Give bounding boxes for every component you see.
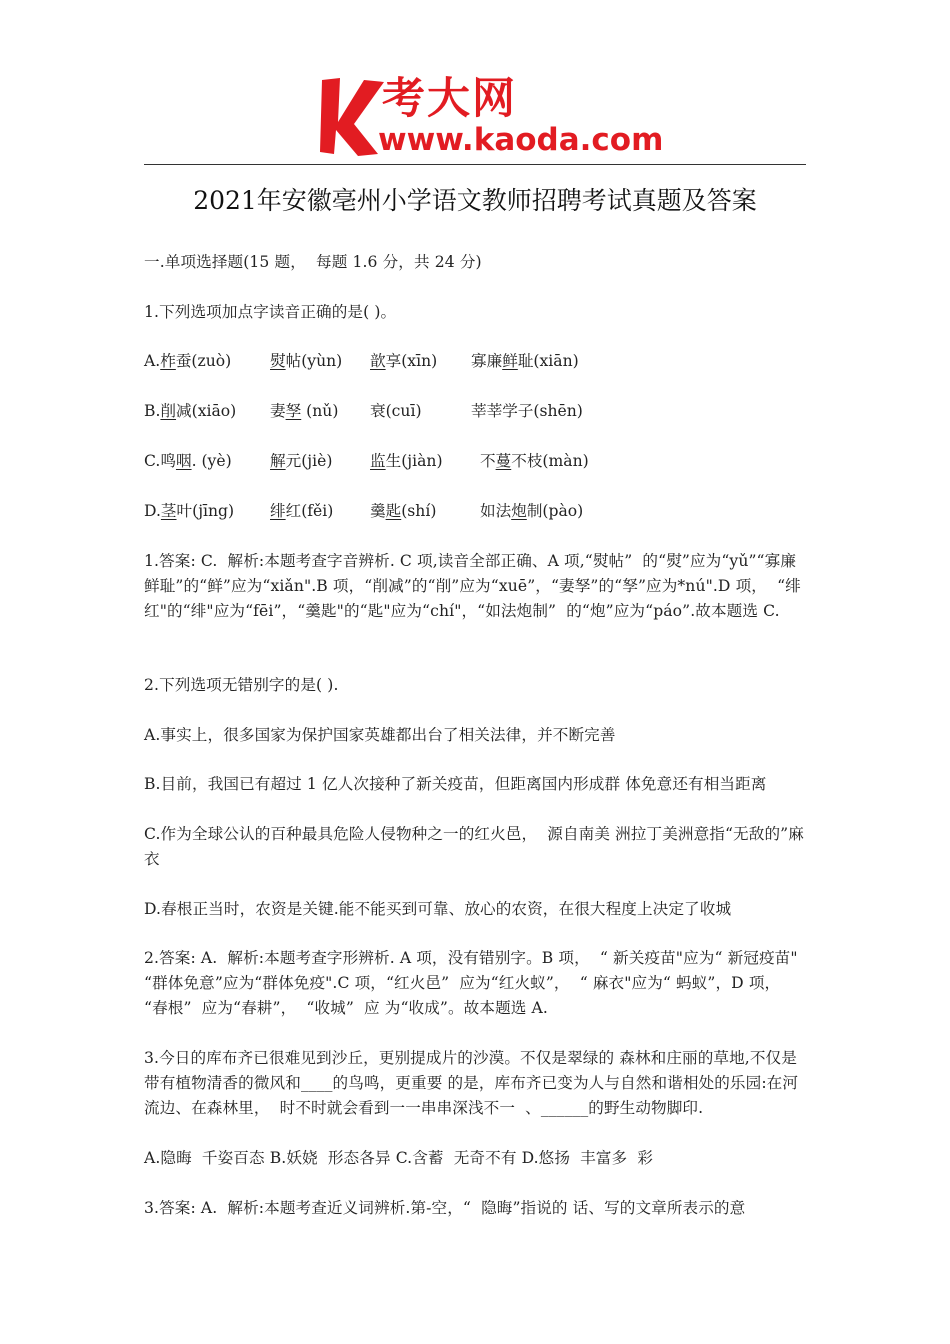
q2-option-d: D.春根正当时，农资是关键.能不能买到可靠、放心的农资，在很大程度上决定了收城 [144, 900, 732, 918]
q1-question: 1.下列选项加点字读音正确的是( )。 [144, 303, 397, 321]
q1-answer: 1.答案: C. 解析:本题考查字音辨析. C 项,读音全部正确、A 项,“熨帖” 的“熨”应为“yǔ”“寡廉鲜耻”的“鲜”应为“xiǎn".B 项，“削减”的“削”应为“xuē”，“妻孥”的“孥”应为*nú".D 项， “绯红"的“绯"应为“fēi”，“羹匙"的“匙"应为“chí"，“如法炮制” 的“炮”应为“páo”.故本题选 C. [144, 552, 801, 620]
q2-option-b: B.目前，我国已有超过 1 亿人次接种了新关疫苗，但距离国内形成群 体免意还有相当距离 [144, 775, 767, 793]
q3-answer: 3.答案: A. 解析:本题考查近义词辨析.第-空，“ 隐晦”指说的 话、写的文章所表示的意 [144, 1199, 746, 1217]
kaoda-logo [318, 74, 664, 160]
q3-options: A.隐晦 千姿百态 B.妖娆 形态各异 C.含蓄 无奇不有 D.悠扬 丰富多 彩 [144, 1149, 654, 1167]
logo-chinese-text: 考大网 [382, 74, 517, 124]
header-divider [144, 164, 806, 165]
q2-question: 2.下列选项无错别字的是( ). [144, 676, 339, 694]
logo-url-text: www.kaoda.com [378, 122, 664, 158]
q2-option-c: C.作为全球公认的百种最具危险人侵物种之一的红火邑， 源自南美 洲拉丁美洲意指“无敌的”麻衣 [144, 825, 804, 868]
q2-option-a: A.事实上，很多国家为保护国家英雄都出台了相关法律，并不断完善 [144, 726, 616, 744]
q3-question: 3.今日的库布齐已很难见到沙丘，更别提成片的沙漠。不仅是翠绿的 森林和庄丽的草地,不仅是带有植物清香的微风和____的鸟鸣，更重要 的是，库布齐已变为人与自然和谐相处的乐园:在河流边、在森林里， 时不时就会看到一一串串深浅不一 、______的野生动物脚印. [144, 1049, 799, 1117]
q2-answer: 2.答案: A. 解析:本题考查字形辨析. A 项，没有错别字。B 项， “ 新关疫苗"应为“ 新冠疫苗" “群体免意”应为“群体免疫".C 项，“红火邑” 应为“红火蚁”， “ 麻衣"应为“ 蚂蚁”，D 项， “春根” 应为“春耕”， “收城” 应 为“收成”。故本题选 A. [144, 949, 803, 1017]
document-title: 2021年安徽亳州小学语文教师招聘考试真题及答案 [193, 186, 757, 215]
section-heading: 一.单项选择题(15 题， 每题 1.6 分，共 24 分) [144, 253, 482, 271]
